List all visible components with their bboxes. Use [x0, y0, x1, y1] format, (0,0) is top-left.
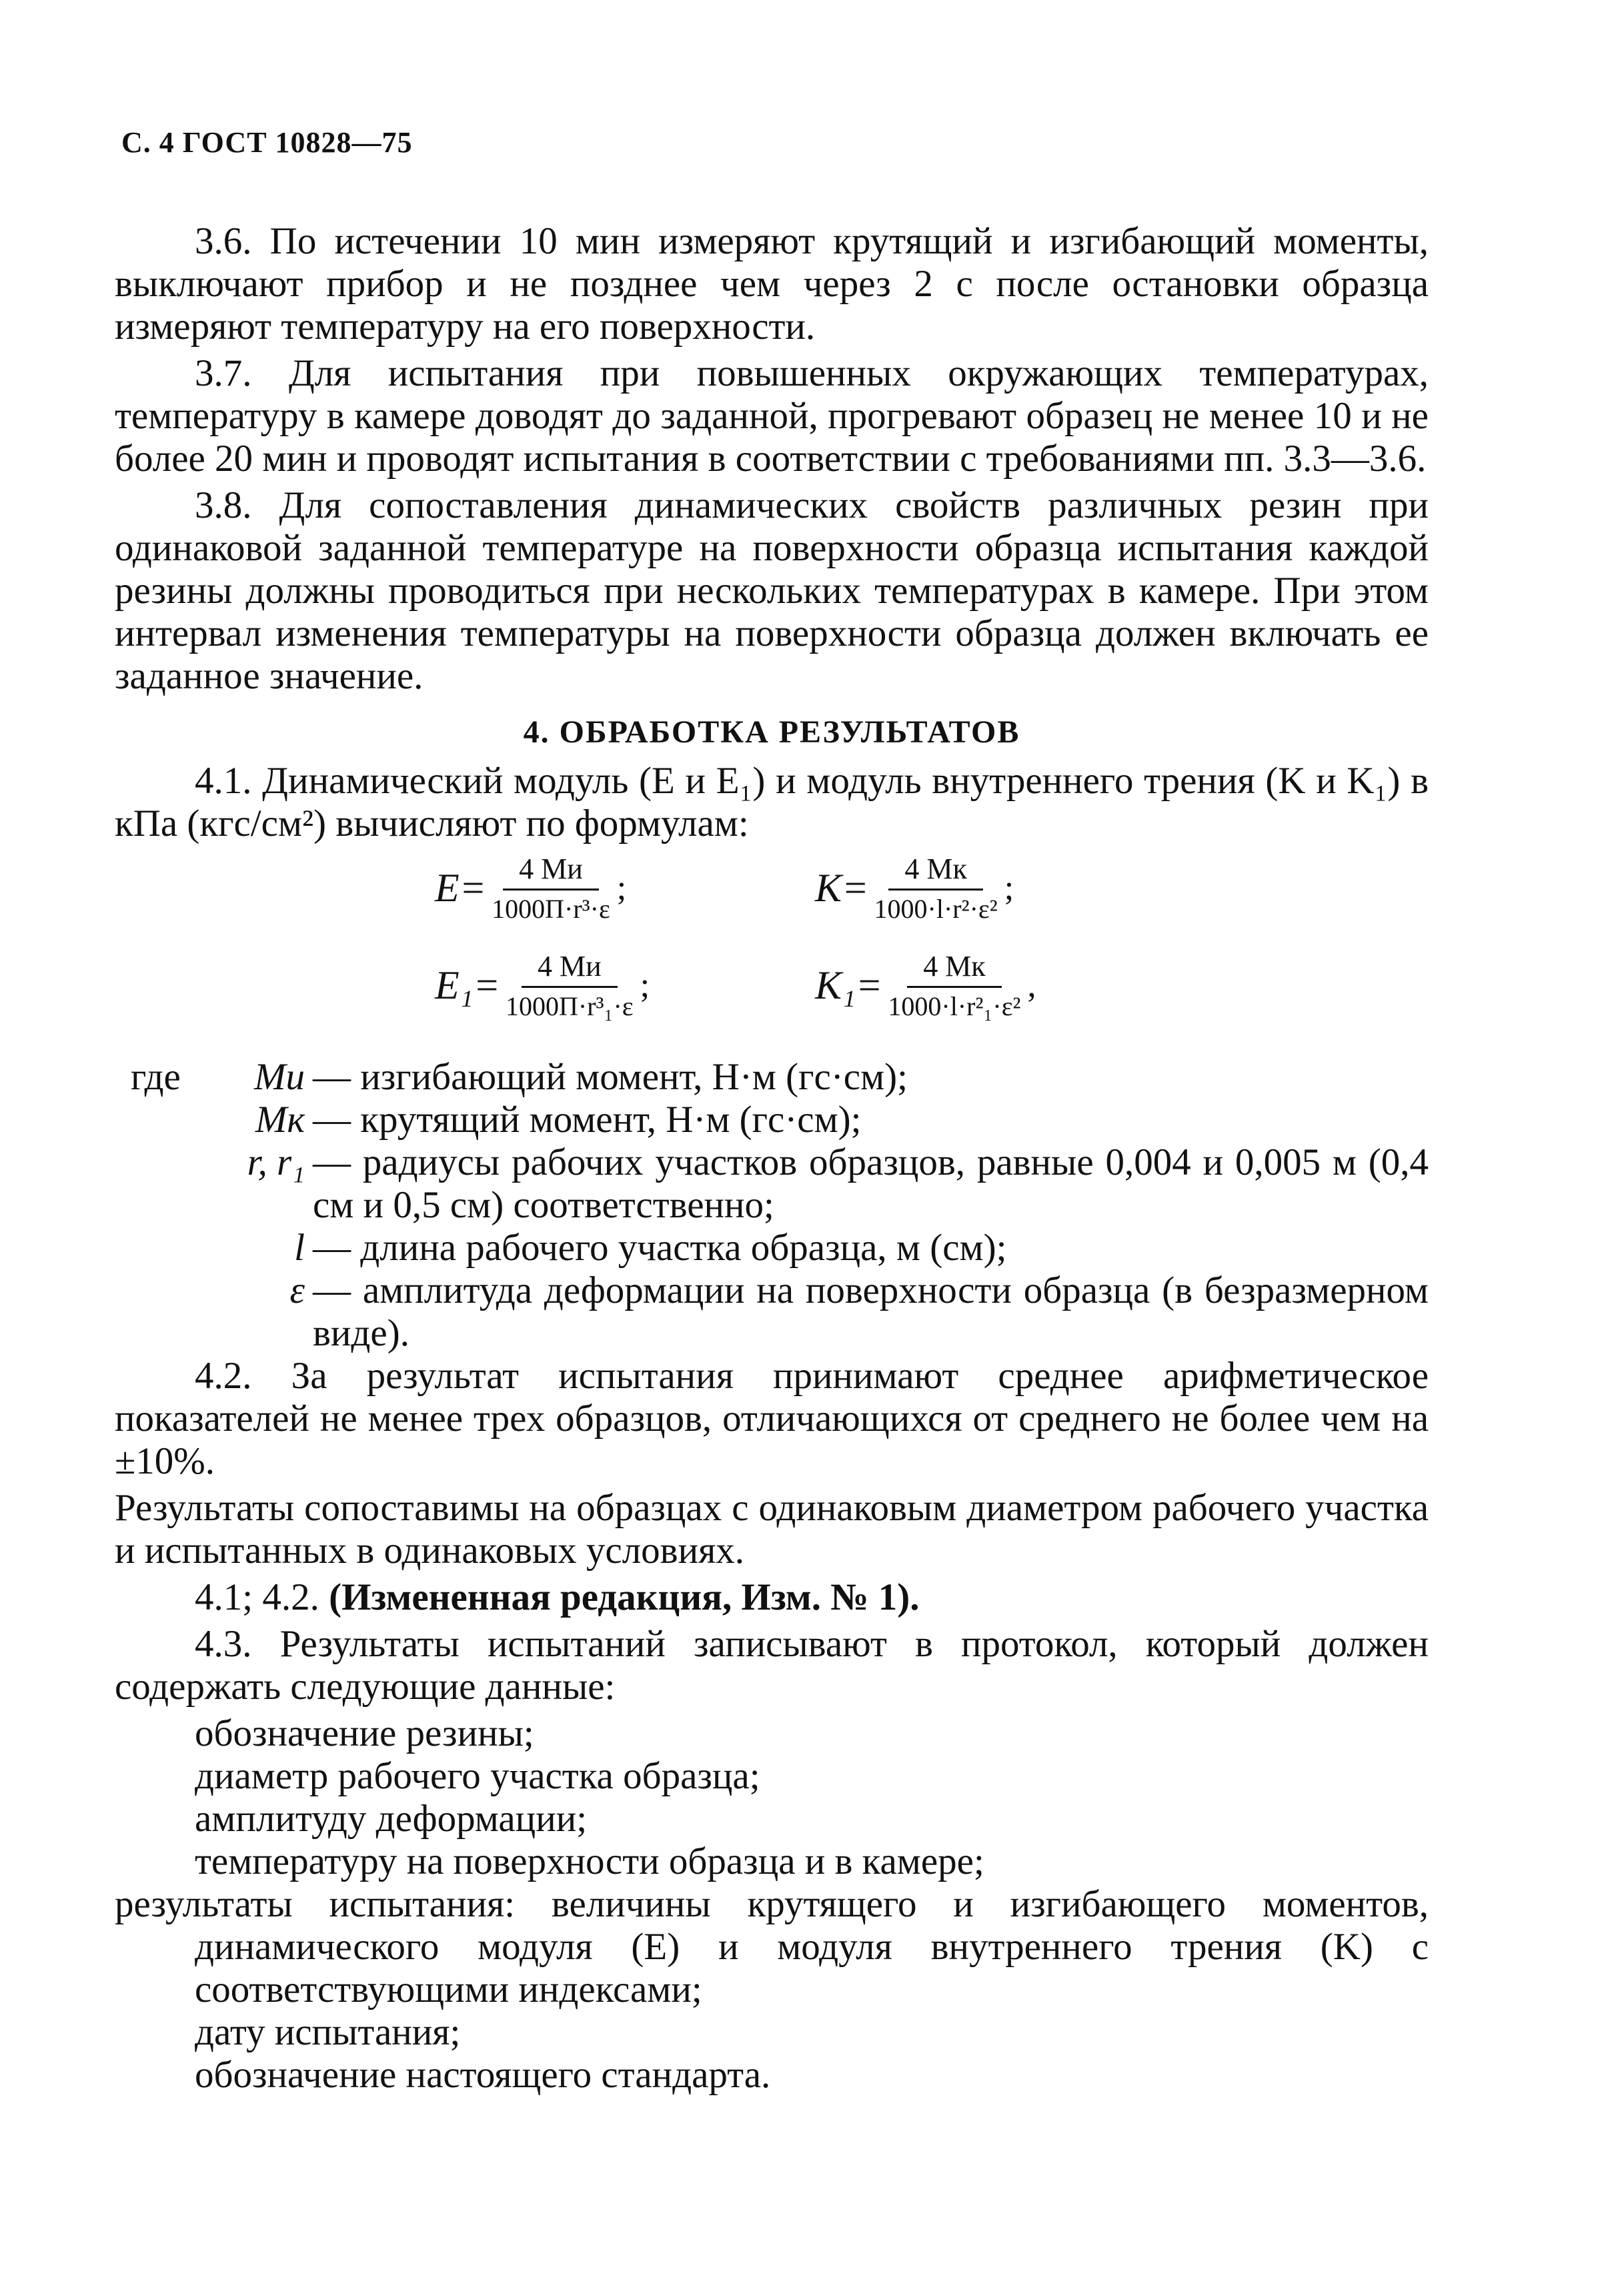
paragraph-results-comparable: Результаты сопоставимы на образцах с одинаковым диаметром рабочего участка и испытанных в одинаковых условиях.: [115, 1487, 1429, 1572]
definition-row: [115, 1056, 1429, 1099]
formula-k1-denominator: 1000·l·r²₁·ε²: [888, 991, 1021, 1021]
definition-text: — амплитуда деформации на поверхности образца (в безразмерном виде).: [313, 1269, 1429, 1354]
formula-e-numerator: 4 Mи: [503, 852, 599, 891]
paragraph-4-1: 4.1. Динамический модуль (E и E₁) и модуль внутреннего трения (K и K₁) в кПа (кгс/см²) вычисляют по формулам:: [115, 760, 1429, 844]
definition-text: — длина рабочего участка образца, м (см);: [313, 1227, 1007, 1269]
symbol-definitions: [115, 1056, 1429, 1355]
section-3-continued: [115, 220, 1429, 2097]
formula-k-numerator: 4 Mк: [888, 852, 983, 891]
amendment-bold: (Измененная редакция, Изм. № 1).: [329, 1576, 920, 1618]
definition-symbol: r, r₁: [247, 1141, 305, 1183]
amendment-prefix: 4.1; 4.2.: [195, 1576, 319, 1618]
definition-text: — изгибающий момент, Н·м (гс·см);: [313, 1056, 908, 1098]
formula-e1: [435, 949, 650, 1022]
list-item: диаметр рабочего участка образца;: [195, 1755, 760, 1797]
definition-row: [115, 1099, 1429, 1141]
definition-text: — радиусы рабочих участков образцов, равные 0,004 и 0,005 м (0,4 см и 0,5 см) соответственно;: [313, 1141, 1429, 1226]
formula-k1-separator: ,: [1027, 967, 1036, 1005]
paragraph-3-6: 3.6. По истечении 10 мин измеряют крутящий и изгибающий моменты, выключают прибор и не позднее чем через 2 с после остановки образца измеряют температуру на его поверхности.: [115, 220, 1429, 348]
list-item: амплитуду деформации;: [195, 1798, 588, 1840]
definition-row: [115, 1227, 1429, 1269]
amendment-note: [115, 1576, 1429, 1619]
formula-k: [815, 852, 1014, 925]
paragraph-3-7: 3.7. Для испытания при повышенных окружающих температурах, температуру в камере доводят до заданной, прогревают образец не менее 10 и не более 20 мин и проводят испытания в соответствии с требованиями пп. 3.3—3.6.: [115, 352, 1429, 480]
formula-e-fraction: [492, 852, 610, 925]
where-label: где: [131, 1056, 181, 1098]
formula-k-separator: ;: [1004, 869, 1014, 907]
page-header: С. 4 ГОСТ 10828—75: [121, 126, 413, 159]
formula-e1-fraction: [506, 949, 634, 1022]
formula-k-denominator: 1000·l·r²·ε²: [874, 894, 998, 924]
formula-k-fraction: [874, 852, 998, 925]
formula-k-lhs: K=: [815, 866, 869, 910]
section-4-title: 4. ОБРАБОТКА РЕЗУЛЬТАТОВ: [523, 714, 1020, 750]
formula-e1-numerator: 4 Mи: [522, 949, 618, 988]
symbol-text: Mи: [254, 1056, 305, 1098]
paragraph-4-3: 4.3. Результаты испытаний записывают в протокол, который должен содержать следующие данные:: [115, 1623, 1429, 1708]
formula-e-separator: ;: [616, 869, 627, 907]
list-item: результаты испытания: величины крутящего и изгибающего моментов, динамического модуля (E) и модуля внутреннего трения (K) с соответствующими индексами;: [115, 1883, 1429, 2011]
list-item: обозначение настоящего стандарта.: [195, 2054, 771, 2096]
formula-k1: [815, 949, 1036, 1022]
paragraph-3-8: 3.8. Для сопоставления динамических свойств различных резин при одинаковой заданной температуре на поверхности образца испытания каждой резины должны проводиться при нескольких температурах в камере. При этом интервал изменения температуры на поверхности образца должен включать ее заданное значение.: [115, 484, 1429, 697]
list-item: дату испытания;: [195, 2011, 461, 2053]
list-item: обозначение резины;: [195, 1712, 534, 1754]
formula-e: [435, 852, 626, 925]
definition-symbol: l: [294, 1227, 305, 1269]
formula-e1-separator: ;: [640, 967, 650, 1005]
definition-row: [115, 1269, 1429, 1355]
formula-k1-lhs: K₁=: [815, 963, 883, 1007]
definition-text: — крутящий момент, Н·м (гс·см);: [313, 1099, 862, 1141]
formula-e-lhs: E=: [435, 866, 487, 910]
formula-block: [115, 849, 1429, 1056]
definition-symbol: [115, 1056, 313, 1099]
formula-e1-lhs: E₁=: [435, 963, 500, 1007]
definition-row: [115, 1141, 1429, 1227]
definition-symbol: ε: [289, 1269, 305, 1311]
list-item: температуру на поверхности образца и в камере;: [195, 1840, 984, 1882]
formula-k1-numerator: 4 Mк: [907, 949, 1002, 988]
formula-e-denominator: 1000П·r³·ε: [492, 894, 610, 924]
formula-e1-denominator: 1000П·r³₁·ε: [506, 991, 634, 1021]
definition-symbol: Mк: [255, 1099, 305, 1141]
formula-k1-fraction: [888, 949, 1020, 1022]
paragraph-4-2: 4.2. За результат испытания принимают среднее арифметическое показателей не менее трех образцов, отличающихся от среднего не более чем на ±10%.: [115, 1355, 1429, 1482]
